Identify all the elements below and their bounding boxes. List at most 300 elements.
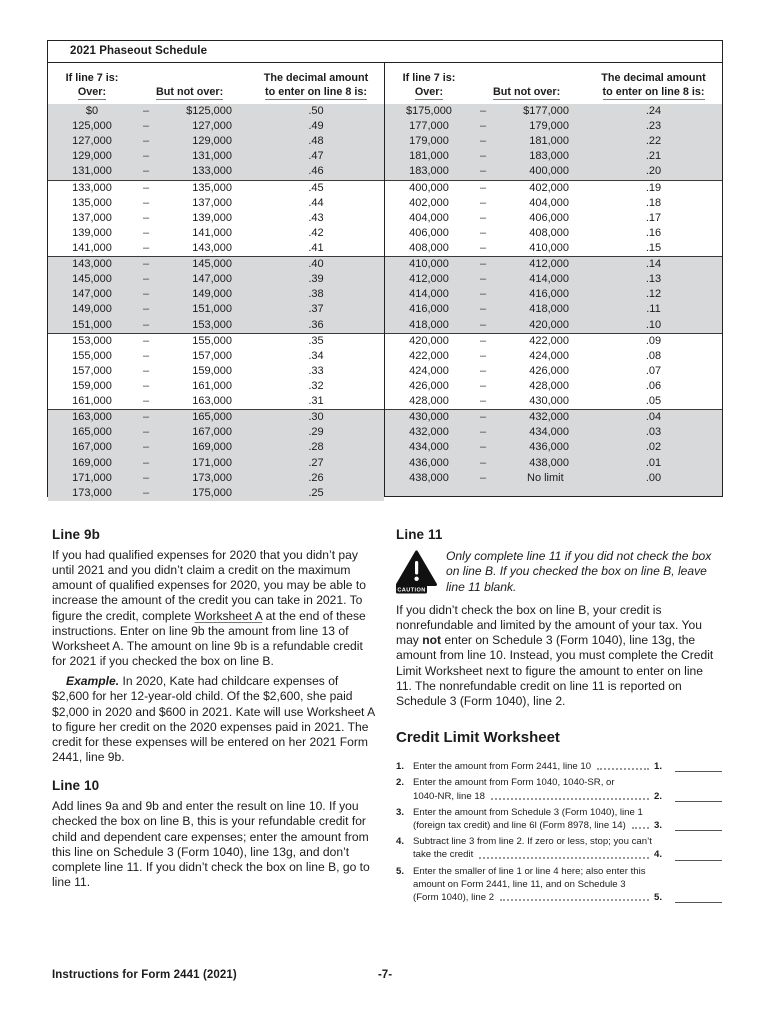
phaseout-row xyxy=(385,440,722,455)
phaseout-row xyxy=(385,410,722,425)
over-value: 408,000 xyxy=(409,241,449,254)
but-not-over-value: 165,000 xyxy=(192,411,232,424)
range-dash: – xyxy=(479,165,487,178)
worksheet-entry-line[interactable] xyxy=(675,790,722,802)
range-dash: – xyxy=(479,181,487,194)
phaseout-row xyxy=(385,226,722,241)
range-dash: – xyxy=(142,456,150,469)
worksheet-item xyxy=(396,835,722,861)
worksheet-text-line: (Form 1040), line 2 xyxy=(413,891,495,903)
page-number: -7- xyxy=(377,969,393,981)
over-value: 426,000 xyxy=(409,379,449,392)
range-dash: – xyxy=(142,241,150,254)
phaseout-row xyxy=(385,349,722,364)
decimal-value: .50 xyxy=(308,105,324,117)
phaseout-row-group xyxy=(385,256,722,333)
decimal-value: .17 xyxy=(645,211,662,224)
line10-heading: Line 10 xyxy=(52,778,100,794)
phaseout-row xyxy=(48,241,384,256)
decimal-value: .03 xyxy=(645,426,662,439)
over-value: 412,000 xyxy=(409,273,449,286)
but-not-over-value: 131,000 xyxy=(192,150,232,163)
phaseout-row xyxy=(48,134,384,149)
but-not-over-value: 432,000 xyxy=(529,411,569,424)
phaseout-row xyxy=(48,318,384,333)
decimal-value: .22 xyxy=(645,135,662,148)
range-dash: – xyxy=(142,486,150,499)
range-dash: – xyxy=(479,120,487,133)
over-value: 402,000 xyxy=(409,196,449,209)
decimal-value: .23 xyxy=(645,120,662,133)
phaseout-row xyxy=(48,196,384,211)
phaseout-row xyxy=(48,257,384,272)
over-value: 147,000 xyxy=(72,288,112,301)
over-value: 416,000 xyxy=(409,303,449,316)
over-value: 139,000 xyxy=(72,226,112,239)
col-header-decimal-2: to enter on line 8 is: xyxy=(602,86,705,98)
text-segment: not xyxy=(422,633,442,648)
phaseout-row xyxy=(385,394,722,409)
over-value: 422,000 xyxy=(409,349,449,362)
phaseout-schedule-table xyxy=(47,40,723,497)
decimal-value: .37 xyxy=(308,303,324,316)
worksheet-text-line: Enter the amount from Form 1040, 1040-SR, or xyxy=(413,777,615,789)
decimal-value: .11 xyxy=(646,303,661,316)
range-dash: – xyxy=(479,258,487,271)
over-value: 181,000 xyxy=(409,150,449,163)
phaseout-row xyxy=(385,164,722,179)
but-not-over-value: 414,000 xyxy=(529,273,569,286)
worksheet-text-line: Enter the amount from Schedule 3 (Form 1040), line 1 xyxy=(413,806,643,818)
decimal-value: .30 xyxy=(308,411,324,424)
but-not-over-value: 161,000 xyxy=(192,379,232,392)
but-not-over-value: 402,000 xyxy=(529,181,569,194)
but-not-over-value: 422,000 xyxy=(529,334,569,347)
over-value: 179,000 xyxy=(409,135,449,148)
col-header-decimal-1: The decimal amount xyxy=(263,72,369,84)
phaseout-row xyxy=(385,149,722,164)
caution-label: CAUTION xyxy=(397,587,426,594)
phaseout-row xyxy=(48,287,384,302)
left-text-column xyxy=(52,527,378,890)
but-not-over-value: 438,000 xyxy=(529,456,569,469)
phaseout-row xyxy=(48,471,384,486)
range-dash: – xyxy=(479,334,487,347)
over-value: 137,000 xyxy=(72,211,112,224)
worksheet-text-line: take the credit xyxy=(413,849,474,861)
decimal-value: .20 xyxy=(645,165,662,178)
but-not-over-value: 129,000 xyxy=(192,135,232,148)
decimal-value: .04 xyxy=(645,411,662,424)
decimal-value: .35 xyxy=(308,334,324,347)
phaseout-row xyxy=(385,181,722,196)
col-header-decimal-1: The decimal amount xyxy=(601,72,706,84)
but-not-over-value: 153,000 xyxy=(192,318,232,331)
col-header-over: Over: xyxy=(77,86,107,98)
worksheet-entry-line[interactable] xyxy=(675,760,722,772)
but-not-over-value: 420,000 xyxy=(529,318,569,331)
but-not-over-value: No limit xyxy=(527,471,564,484)
phaseout-left-half xyxy=(48,63,385,499)
worksheet-text-line: Subtract line 3 from line 2. If zero or less, stop; you can’t xyxy=(413,836,652,848)
but-not-over-value: 436,000 xyxy=(529,441,569,454)
but-not-over-value: 404,000 xyxy=(529,196,569,209)
range-dash: – xyxy=(142,181,150,194)
decimal-value: .25 xyxy=(308,486,324,499)
over-value: 434,000 xyxy=(409,441,449,454)
over-value: 169,000 xyxy=(72,456,112,469)
range-dash: – xyxy=(142,426,150,439)
decimal-value: .14 xyxy=(645,258,662,271)
decimal-value: .00 xyxy=(645,471,662,484)
phaseout-row xyxy=(48,119,384,134)
decimal-value: .27 xyxy=(308,456,324,469)
phaseout-left-rows xyxy=(48,104,384,499)
over-value: 424,000 xyxy=(409,364,449,377)
range-dash: – xyxy=(479,395,487,408)
range-dash: – xyxy=(479,241,487,254)
over-value: 153,000 xyxy=(72,334,112,347)
but-not-over-value: 127,000 xyxy=(192,120,232,133)
range-dash: – xyxy=(142,303,150,316)
col-header-but-not-over: But not over: xyxy=(156,86,224,98)
phaseout-row xyxy=(385,471,722,486)
but-not-over-value: 416,000 xyxy=(529,288,569,301)
phaseout-table-body xyxy=(48,63,722,499)
decimal-value: .45 xyxy=(308,181,324,194)
phaseout-row xyxy=(385,241,722,256)
decimal-value: .19 xyxy=(645,181,662,194)
col-header-decimal-2: to enter on line 8 is: xyxy=(265,86,367,98)
over-value: 157,000 xyxy=(72,364,112,377)
range-dash: – xyxy=(479,456,487,469)
but-not-over-value: 183,000 xyxy=(529,150,569,163)
over-value: 430,000 xyxy=(409,411,449,424)
over-value: 414,000 xyxy=(409,288,449,301)
over-value: 135,000 xyxy=(72,196,112,209)
decimal-value: .44 xyxy=(308,196,324,209)
over-value: 438,000 xyxy=(409,471,449,484)
worksheet-item-number: 3. xyxy=(396,806,405,818)
over-value: 143,000 xyxy=(72,258,112,271)
range-dash: – xyxy=(479,135,487,148)
decimal-value: .36 xyxy=(308,318,324,331)
decimal-value: .39 xyxy=(308,273,324,286)
phaseout-row xyxy=(48,440,384,455)
phaseout-row-group xyxy=(385,180,722,257)
over-value: 436,000 xyxy=(409,456,449,469)
decimal-value: .15 xyxy=(645,241,662,254)
phaseout-row xyxy=(48,456,384,471)
range-dash: – xyxy=(479,211,487,224)
but-not-over-value: 169,000 xyxy=(192,441,232,454)
but-not-over-value: 418,000 xyxy=(529,303,569,316)
worksheet-item-number: 4. xyxy=(396,836,405,848)
but-not-over-value: 145,000 xyxy=(192,258,232,271)
phaseout-row xyxy=(48,364,384,379)
worksheet-item xyxy=(396,865,722,905)
decimal-value: .21 xyxy=(645,150,662,163)
range-dash: – xyxy=(479,288,487,301)
worksheet-item-text xyxy=(413,835,654,861)
range-dash: – xyxy=(479,471,487,484)
over-value: 129,000 xyxy=(72,150,112,163)
line10-paragraph: Add lines 9a and 9b and enter the result on line 10. If you checked the box on line B, this is your refundable credit for child and dependent care expenses; enter the amount from this line on Schedule 3 (Form 1040), line 13g, and don’t complete line 11. If you didn’t check the box on line B, go to line 11. xyxy=(52,799,370,889)
over-value: 171,000 xyxy=(72,471,112,484)
col-header-if-line7: If line 7 is: xyxy=(65,72,119,84)
decimal-value: .46 xyxy=(308,165,324,178)
range-dash: – xyxy=(142,135,150,148)
range-dash: – xyxy=(479,273,487,286)
but-not-over-value: 412,000 xyxy=(529,258,569,271)
worksheet-item xyxy=(396,806,722,832)
over-value: 141,000 xyxy=(72,241,112,254)
worksheet-item-number: 1. xyxy=(396,761,405,773)
worksheet-text-line: 1040-NR, line 18 xyxy=(413,790,485,802)
phaseout-left-header xyxy=(48,63,384,104)
phaseout-row-group xyxy=(48,104,384,180)
phaseout-row xyxy=(48,425,384,440)
phaseout-row xyxy=(385,318,722,333)
but-not-over-value: 151,000 xyxy=(192,303,232,316)
phaseout-row xyxy=(385,425,722,440)
decimal-value: .05 xyxy=(645,395,662,408)
decimal-value: .12 xyxy=(645,288,662,301)
but-not-over-value: 428,000 xyxy=(529,379,569,392)
footer-title: Instructions for Form 2441 (2021) xyxy=(52,969,237,981)
worksheet-text-line: Enter the amount from Form 2441, line 10 xyxy=(413,761,592,773)
worksheet-item-text xyxy=(413,760,654,773)
range-dash: – xyxy=(142,395,150,408)
decimal-value: .33 xyxy=(308,364,324,377)
over-value: 145,000 xyxy=(72,273,112,286)
range-dash: – xyxy=(479,411,487,424)
range-dash: – xyxy=(479,105,487,117)
phaseout-right-header xyxy=(385,63,722,104)
decimal-value: .02 xyxy=(645,441,662,454)
but-not-over-value: 179,000 xyxy=(529,120,569,133)
range-dash: – xyxy=(142,196,150,209)
line11-paragraph xyxy=(396,603,722,709)
decimal-value: .01 xyxy=(645,456,662,469)
but-not-over-value: 149,000 xyxy=(192,288,232,301)
over-value: 428,000 xyxy=(409,395,449,408)
phaseout-row xyxy=(385,196,722,211)
phaseout-row-group xyxy=(385,333,722,410)
but-not-over-value: 173,000 xyxy=(192,471,232,484)
but-not-over-value: 155,000 xyxy=(192,334,232,347)
decimal-value: .47 xyxy=(308,150,324,163)
decimal-value: .38 xyxy=(308,288,324,301)
range-dash: – xyxy=(142,364,150,377)
range-dash: – xyxy=(142,105,150,117)
phaseout-row xyxy=(385,456,722,471)
range-dash: – xyxy=(142,318,150,331)
line11-heading: Line 11 xyxy=(396,527,443,542)
phaseout-row xyxy=(48,226,384,241)
phaseout-row xyxy=(385,134,722,149)
col-header-over: Over: xyxy=(414,86,444,98)
range-dash: – xyxy=(142,441,150,454)
decimal-value: .08 xyxy=(645,349,662,362)
but-not-over-value: 147,000 xyxy=(192,273,232,286)
decimal-value: .28 xyxy=(308,441,324,454)
line9b-example-paragraph xyxy=(52,674,378,765)
but-not-over-value: 159,000 xyxy=(192,364,232,377)
range-dash: – xyxy=(479,226,487,239)
phaseout-row xyxy=(385,211,722,226)
text-segment: Example. xyxy=(66,674,120,689)
worksheet-a-link[interactable]: Worksheet A xyxy=(194,608,263,623)
over-value: 418,000 xyxy=(409,318,449,331)
col-header-but-not-over: But not over: xyxy=(493,86,561,98)
over-value: 131,000 xyxy=(72,165,112,178)
col-header-if-line7: If line 7 is: xyxy=(402,72,456,84)
worksheet-entry-line[interactable] xyxy=(675,819,722,831)
phaseout-table-title: 2021 Phaseout Schedule xyxy=(48,41,722,63)
phaseout-row xyxy=(385,334,722,349)
range-dash: – xyxy=(479,379,487,392)
phaseout-row xyxy=(48,302,384,317)
phaseout-row xyxy=(385,119,722,134)
phaseout-row xyxy=(48,410,384,425)
text-segment: In 2020, Kate had childcare expenses of $2,600 for her 12-year-old child. Of the $2,600, she paid $2,000 in 2020 and $600 in 2021. Kate will use Worksheet A to figure her credit on the 2020 expenses paid in 2021. The credit for these expenses will be entered on her 2021 Form 2441, line 9b. xyxy=(52,674,375,765)
line9b-paragraph xyxy=(52,548,378,669)
range-dash: – xyxy=(479,364,487,377)
dot-leader xyxy=(597,768,649,770)
worksheet-ref-number: 3. xyxy=(654,819,663,831)
but-not-over-value: 141,000 xyxy=(192,226,232,239)
but-not-over-value: 426,000 xyxy=(529,364,569,377)
line9b-heading: Line 9b xyxy=(52,527,100,542)
text-segment: If you had qualified expenses for 2020 that you didn’t pay until 2021 and you didn’t claim a credit on the maximum amount of qualified expenses for 2020, you may be able to increase the amount of the credit you can take in 2021. To figure the credit, complete xyxy=(52,548,366,623)
phaseout-row-group xyxy=(48,409,384,501)
worksheet-ref-number: 5. xyxy=(654,891,663,903)
but-not-over-value: 171,000 xyxy=(192,456,232,469)
range-dash: – xyxy=(142,165,150,178)
but-not-over-value: $177,000 xyxy=(523,105,569,117)
range-dash: – xyxy=(142,411,150,424)
over-value: 159,000 xyxy=(72,379,112,392)
phaseout-row xyxy=(48,104,384,119)
over-value: 183,000 xyxy=(409,165,449,178)
worksheet-ref-number: 2. xyxy=(654,790,663,802)
but-not-over-value: 157,000 xyxy=(192,349,232,362)
phaseout-row xyxy=(48,181,384,196)
phaseout-row xyxy=(48,379,384,394)
credit-limit-worksheet-heading: Credit Limit Worksheet xyxy=(396,729,560,747)
range-dash: – xyxy=(479,303,487,316)
range-dash: – xyxy=(142,120,150,133)
but-not-over-value: 430,000 xyxy=(529,395,569,408)
caution-icon xyxy=(396,550,437,595)
over-value: 163,000 xyxy=(72,411,112,424)
over-value: 167,000 xyxy=(72,441,112,454)
over-value: 410,000 xyxy=(409,258,449,271)
worksheet-ref-number: 1. xyxy=(654,761,663,773)
decimal-value: .48 xyxy=(308,135,324,148)
decimal-value: .42 xyxy=(308,226,324,239)
phaseout-row xyxy=(385,364,722,379)
phaseout-right-rows xyxy=(385,104,722,496)
worksheet-item-text xyxy=(413,865,654,905)
worksheet-ref-number: 4. xyxy=(654,849,663,861)
but-not-over-value: 133,000 xyxy=(192,165,232,178)
range-dash: – xyxy=(142,288,150,301)
phaseout-row-group xyxy=(385,409,722,496)
but-not-over-value: 139,000 xyxy=(192,211,232,224)
phaseout-row xyxy=(48,164,384,179)
decimal-value: .49 xyxy=(308,120,324,133)
range-dash: – xyxy=(142,334,150,347)
but-not-over-value: 181,000 xyxy=(529,135,569,148)
dot-leader xyxy=(491,798,649,800)
but-not-over-value: 434,000 xyxy=(529,426,569,439)
but-not-over-value: 175,000 xyxy=(192,486,232,499)
caution-block xyxy=(396,549,722,597)
phaseout-row xyxy=(385,104,722,119)
over-value: 133,000 xyxy=(72,181,112,194)
text-segment: If you didn’t check the box on line B, your credit is nonrefundable and limited by the amount of your tax. You may xyxy=(396,603,702,648)
phaseout-row xyxy=(48,349,384,364)
worksheet-entry-line[interactable] xyxy=(675,849,722,861)
over-value: 420,000 xyxy=(409,334,449,347)
phaseout-row xyxy=(48,334,384,349)
range-dash: – xyxy=(142,258,150,271)
but-not-over-value: $125,000 xyxy=(186,105,232,117)
range-dash: – xyxy=(479,426,487,439)
over-value: 161,000 xyxy=(72,395,112,408)
decimal-value: .13 xyxy=(645,273,662,286)
phaseout-row-group xyxy=(48,256,384,333)
phaseout-row xyxy=(385,272,722,287)
over-value: 127,000 xyxy=(72,135,112,148)
decimal-value: .43 xyxy=(308,211,324,224)
over-value: $175,000 xyxy=(406,105,452,117)
worksheet-item-number: 2. xyxy=(396,777,405,789)
worksheet-text-line: Enter the smaller of line 1 or line 4 here; also enter this xyxy=(413,865,646,877)
but-not-over-value: 410,000 xyxy=(529,241,569,254)
but-not-over-value: 424,000 xyxy=(529,349,569,362)
phaseout-row-group xyxy=(385,104,722,180)
range-dash: – xyxy=(479,150,487,163)
over-value: 151,000 xyxy=(72,318,112,331)
phaseout-row xyxy=(385,379,722,394)
dot-leader xyxy=(479,857,649,859)
but-not-over-value: 163,000 xyxy=(192,395,232,408)
range-dash: – xyxy=(142,226,150,239)
over-value: 432,000 xyxy=(409,426,449,439)
but-not-over-value: 167,000 xyxy=(192,426,232,439)
text-segment: at the end of these instructions. Enter on line 9b the amount from line 13 of Worksheet A. The amount on line 9b is a refundable credit for 2021 if you checked the box on line B. xyxy=(52,608,366,669)
worksheet-entry-line[interactable] xyxy=(675,891,722,903)
text-segment: enter on Schedule 3 (Form 1040), line 13g, the amount from line 10. Instead, you must complete the Credit Limit Worksheet next to figure the amount to enter on line 11. The nonrefundable credit on line 11 is reported on Schedule 3 (Form 1040), line 2. xyxy=(396,633,714,708)
range-dash: – xyxy=(142,150,150,163)
phaseout-row xyxy=(385,287,722,302)
worksheet-item xyxy=(396,776,722,802)
decimal-value: .41 xyxy=(308,241,324,254)
phaseout-row xyxy=(385,257,722,272)
decimal-value: .07 xyxy=(645,364,662,377)
decimal-value: .40 xyxy=(308,258,324,271)
decimal-value: .32 xyxy=(308,379,324,392)
worksheet-item-text xyxy=(413,806,654,832)
over-value: 406,000 xyxy=(409,226,449,239)
phaseout-row-group xyxy=(48,180,384,257)
phaseout-row xyxy=(385,302,722,317)
range-dash: – xyxy=(479,441,487,454)
decimal-value: .26 xyxy=(308,471,324,484)
